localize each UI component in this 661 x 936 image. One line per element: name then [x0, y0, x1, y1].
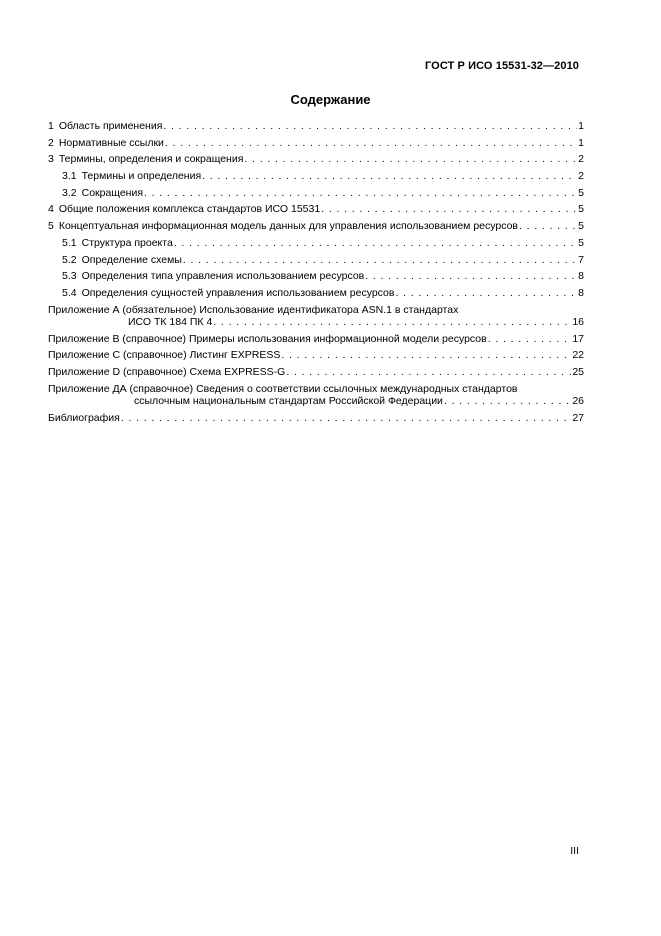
toc-entry-page: 2	[578, 170, 584, 183]
toc-entry-5-2[interactable]	[48, 254, 584, 267]
toc-entry-5-3[interactable]	[48, 270, 584, 283]
toc-entry-5[interactable]	[48, 220, 584, 233]
toc-leader	[183, 254, 577, 267]
toc-annex-a[interactable]	[48, 304, 584, 329]
toc-annex-title-cont: ИСО ТК 184 ПК 4	[128, 316, 213, 329]
toc-leader	[144, 187, 577, 200]
toc-title: Содержание	[290, 92, 371, 107]
toc-leader	[321, 203, 577, 216]
toc-entry-page: 22	[572, 349, 584, 362]
toc-entry-5-4[interactable]	[48, 287, 584, 300]
toc-entry-number: 2	[48, 136, 54, 149]
toc-entry-3[interactable]	[48, 153, 584, 166]
toc-leader	[121, 412, 571, 425]
toc-leader	[213, 316, 571, 329]
toc-leader	[286, 366, 571, 379]
toc-bibliography-title: Библиография	[48, 412, 120, 424]
toc-entry-number: 3	[48, 153, 54, 166]
toc-leader	[281, 349, 571, 362]
table-of-contents	[48, 120, 584, 429]
toc-entry-text: Общие положения комплекса стандартов ИСО 15531	[58, 203, 321, 216]
toc-entry-number: 5.4	[62, 286, 77, 299]
toc-entry-text: Нормативные ссылки	[58, 136, 164, 149]
toc-entry-number: 5.2	[62, 253, 77, 266]
toc-entry-page: 2	[578, 153, 584, 166]
toc-entry-number: 5.3	[62, 270, 77, 283]
toc-annex-title: Приложение А (обязательное) Использование идентификатора ASN.1 в стандартах	[48, 303, 459, 316]
toc-entry-page: 16	[572, 316, 584, 329]
toc-annex-da[interactable]	[48, 383, 584, 408]
toc-entry-text: Сокращения	[81, 186, 144, 199]
toc-annex-title-cont: ссылочным национальным стандартам Российской Федерации	[134, 395, 443, 408]
toc-annex-title: Приложение С (справочное) Листинг EXPRESS	[48, 349, 281, 362]
toc-leader	[365, 270, 577, 283]
toc-annex-d[interactable]	[48, 366, 584, 379]
toc-leader	[202, 170, 577, 183]
toc-entry-number: 5.1	[62, 236, 77, 249]
toc-leader	[488, 333, 572, 346]
toc-entry-page: 1	[578, 120, 584, 132]
toc-entry-text: Область применения	[58, 120, 163, 132]
toc-entry-number: 3.2	[62, 186, 77, 199]
toc-entry-text: Термины, определения и сокращения	[58, 153, 244, 166]
toc-entry-page: 26	[572, 395, 584, 408]
toc-entry-page: 5	[578, 220, 584, 233]
toc-leader	[174, 237, 577, 250]
toc-leader	[395, 287, 577, 300]
toc-entry-3-2[interactable]	[48, 187, 584, 200]
toc-entry-2[interactable]	[48, 137, 584, 150]
toc-entry-text: Структура проекта	[81, 236, 173, 249]
toc-leader	[165, 137, 577, 150]
toc-entry-5-1[interactable]	[48, 237, 584, 250]
toc-entry-text: Определение схемы	[81, 253, 182, 266]
toc-entry-number: 5	[48, 220, 54, 233]
toc-entry-text: Определения сущностей управления использованием ресурсов	[81, 286, 395, 299]
toc-entry-number: 3.1	[62, 170, 77, 183]
toc-entry-number: 1	[48, 120, 54, 132]
toc-leader	[519, 220, 577, 233]
toc-entry-number: 4	[48, 203, 54, 216]
toc-entry-page: 7	[578, 253, 584, 266]
toc-entry-page: 17	[572, 332, 584, 345]
toc-entry-page: 27	[572, 412, 584, 424]
toc-entry-page: 5	[578, 186, 584, 199]
document-id: ГОСТ Р ИСО 15531-32—2010	[424, 60, 579, 72]
toc-annex-b[interactable]	[48, 333, 584, 346]
toc-leader	[163, 120, 577, 133]
toc-entry-1[interactable]	[48, 120, 584, 133]
toc-entry-page: 1	[578, 136, 584, 149]
toc-leader	[244, 153, 577, 166]
toc-entry-3-1[interactable]	[48, 170, 584, 183]
toc-annex-c[interactable]	[48, 349, 584, 362]
toc-entry-text: Термины и определения	[81, 170, 202, 183]
toc-entry-4[interactable]	[48, 203, 584, 216]
toc-annex-title: Приложение D (справочное) Схема EXPRESS-G	[48, 366, 286, 379]
toc-annex-title: Приложение В (справочное) Примеры использования информационной модели ресурсов	[48, 332, 487, 345]
toc-entry-page: 5	[578, 203, 584, 216]
toc-entry-page: 8	[578, 286, 584, 299]
toc-entry-page: 5	[578, 236, 584, 249]
toc-entry-text: Определения типа управления использованием ресурсов	[81, 270, 365, 283]
toc-entry-page: 8	[578, 270, 584, 283]
page-number: III	[570, 845, 579, 857]
toc-leader	[444, 395, 571, 408]
toc-entry-page: 25	[572, 366, 584, 379]
toc-annex-title: Приложение ДА (справочное) Сведения о соответствии ссылочных международных стандартов	[48, 382, 518, 395]
toc-entry-text: Концептуальная информационная модель данных для управления использованием ресурсов	[58, 220, 519, 233]
toc-bibliography[interactable]	[48, 412, 584, 425]
